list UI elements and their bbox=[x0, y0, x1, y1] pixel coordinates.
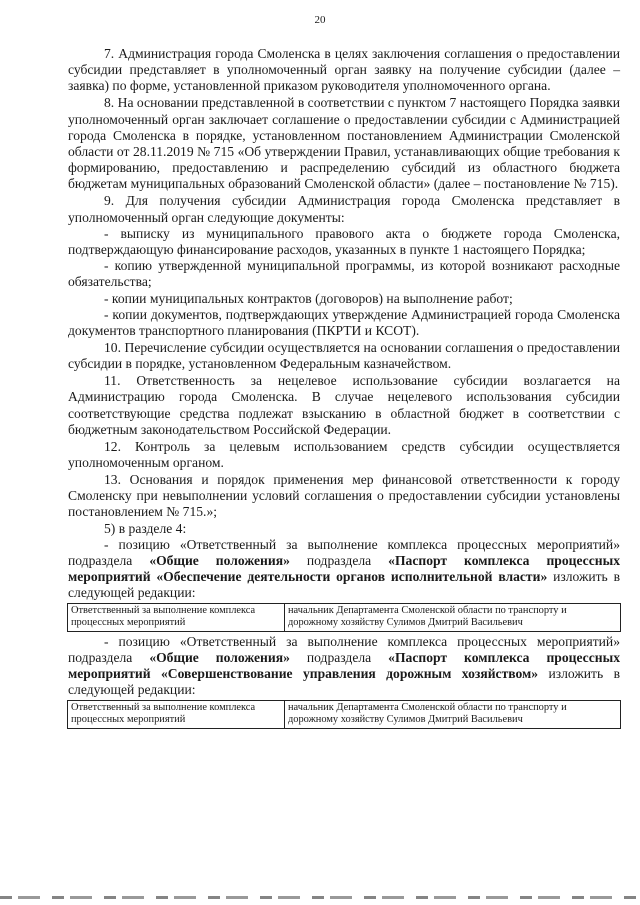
amendment-2-text-mid: подраздела bbox=[289, 649, 389, 665]
table-row bbox=[68, 603, 621, 631]
paragraph-9-item-1: - выписку из муниципального правового акта о бюджете города Смоленска, подтверждающую финансирование расходов, указанных в пункте 1 настоящего Порядка; bbox=[68, 225, 620, 258]
amendment-2-bold-1: «Общие положения» bbox=[149, 649, 290, 665]
amendment-1-bold-1: «Общие положения» bbox=[149, 553, 290, 569]
scan-artifact-line bbox=[0, 896, 640, 899]
replacement-table-2 bbox=[67, 700, 621, 729]
amendment-1-text-post: изложить в следующей редакции: bbox=[68, 569, 620, 601]
paragraph-8: 8. На основании представленной в соответствии с пунктом 7 настоящего Порядка заявки уполномоченный орган заключает соглашение о предоставлении субсидии с Администрацией города Смоленска в порядке, установленном постановлением Администрации Смоленской области от 28.11.2019 № 715 «Об утверждении Правил, устанавливающих общие требования к формированию, предоставлению и распределению субсидий из областного бюджета бюджетам муниципальных образований Смоленской области» (далее – постановление № 715). bbox=[68, 95, 620, 192]
paragraph-7: 7. Администрация города Смоленска в целях заключения соглашения о предоставлении субсидии представляет в уполномоченный орган заявку на получение субсидии (далее – заявка) по форме, установленной приказом руководителя уполномоченного органа. bbox=[68, 46, 620, 94]
amendment-2-text-pre: - позицию «Ответственный за выполнение комплекса процессных мероприятий» подраздела bbox=[68, 633, 620, 665]
table-1-left-cell: Ответственный за выполнение комплекса процессных мероприятий bbox=[68, 603, 285, 631]
table-1-right-cell: начальник Департамента Смоленской области по транспорту и дорожному хозяйству Сулимов Дмитрий Васильевич bbox=[285, 603, 621, 631]
paragraph-10: 10. Перечисление субсидии осуществляется на основании соглашения о предоставлении субсидии в порядке, установленном Федеральным казначейством. bbox=[68, 340, 620, 372]
document-body bbox=[68, 46, 620, 731]
paragraph-9: 9. Для получения субсидии Администрация города Смоленска представляет в уполномоченный орган следующие документы: bbox=[68, 193, 620, 225]
paragraph-12: 12. Контроль за целевым использованием средств субсидии осуществляется уполномоченным органом. bbox=[68, 438, 620, 471]
amendment-2-bold-2: «Паспорт комплекса процессных мероприятий «Совершенствование управления дорожным хозяйством» bbox=[68, 649, 620, 682]
paragraph-13: 13. Основания и порядок применения мер финансовой ответственности к городу Смоленску при невыполнении условий соглашения о предоставлении субсидии установлены постановлением № 715.»; bbox=[68, 472, 620, 520]
amendment-2-text-post: изложить в следующей редакции: bbox=[68, 666, 620, 698]
paragraph-5-section-4: 5) в разделе 4: bbox=[104, 520, 187, 536]
paragraph-9-item-3: - копии муниципальных контрактов (договоров) на выполнение работ; bbox=[104, 290, 513, 306]
table-row bbox=[68, 700, 621, 728]
amendment-item-2 bbox=[68, 634, 620, 699]
table-2-left-cell: Ответственный за выполнение комплекса процессных мероприятий bbox=[68, 700, 285, 728]
amendment-item-1 bbox=[68, 537, 620, 602]
paragraph-9-item-2: - копию утвержденной муниципальной программы, из которой возникают расходные обязательства; bbox=[68, 258, 620, 290]
paragraph-11: 11. Ответственность за нецелевое использование субсидии возлагается на Администрацию города Смоленска. В случае нецелевого использования субсидии соответствующие средства подлежат взысканию в областной бюджет в соответствии с бюджетным законодательством Российской Федерации. bbox=[68, 373, 620, 437]
replacement-table-1 bbox=[67, 603, 621, 632]
amendment-1-text-pre: - позицию «Ответственный за выполнение комплекса процессных мероприятий» подраздела bbox=[68, 536, 620, 569]
page-number: 20 bbox=[314, 14, 326, 26]
amendment-1-text-mid: подраздела bbox=[289, 553, 389, 569]
paragraph-9-item-4: - копии документов, подтверждающих утверждение Администрацией города Смоленска документов транспортного планирования (ПКРТИ и КСОТ). bbox=[68, 306, 620, 339]
amendment-1-bold-2: «Паспорт комплекса процессных мероприятий «Обеспечение деятельности органов исполнительной власти» bbox=[68, 553, 620, 585]
table-2-right-cell: начальник Департамента Смоленской области по транспорту и дорожному хозяйству Сулимов Дмитрий Васильевич bbox=[285, 700, 621, 728]
